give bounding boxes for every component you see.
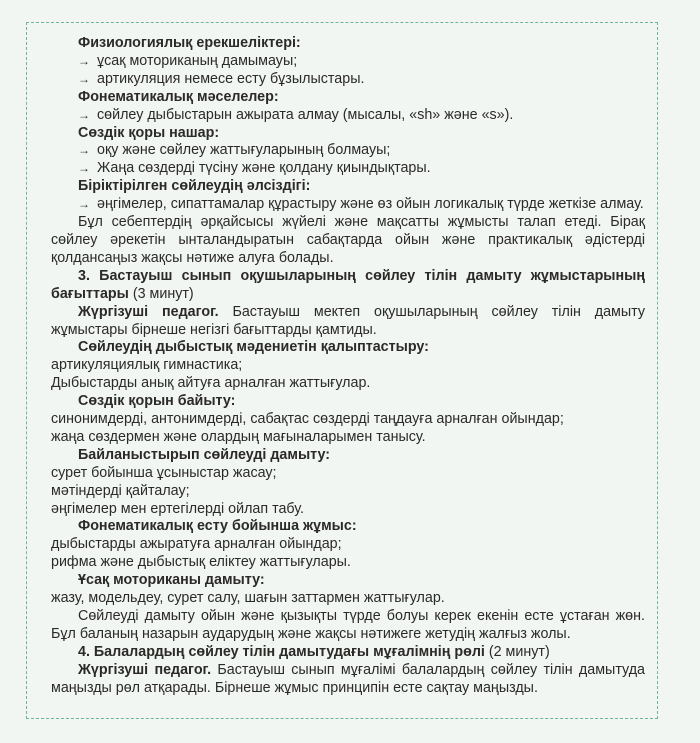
list-item: дыбыстарды ажыратуға арналған ойындар; xyxy=(51,536,342,553)
connected-heading: Байланыстырып сөйлеуді дамыту: xyxy=(78,446,331,463)
arrow-icon: → xyxy=(78,143,90,158)
motor-heading: Ұсақ моториканы дамыту: xyxy=(78,572,265,589)
arrow-icon: → xyxy=(78,197,90,212)
list-item: жазу, модельдеу, сурет салу, шағын заттармен жаттығулар. xyxy=(51,590,445,607)
section-title: 4. Балалардың сөйлеу тілін дамытудағы мұғалімнің рөлі xyxy=(78,643,485,660)
list-item: рифма және дыбыстық еліктеу жаттығулары. xyxy=(51,554,351,571)
speaker-label: Жүргізуші педагог. xyxy=(78,661,212,678)
list-item: жаңа сөздермен және олардың мағыналарымен танысу. xyxy=(51,428,426,445)
hearing-heading: Фонематикалық есту бойынша жұмыс: xyxy=(78,518,357,535)
list-item: → сөйлеу дыбыстарын ажырата алмау (мысалы, «sh» және «s»). xyxy=(78,106,514,123)
speaker-label: Жүргізуші педагог. xyxy=(78,303,219,320)
coherent-heading: Біріктірілген сөйлеудің әлсіздігі: xyxy=(78,178,311,195)
section-heading xyxy=(51,268,645,304)
physio-heading: Физиологиялық ерекшеліктері: xyxy=(78,35,301,51)
paragraph: Жүргізуші педагог. Бастауыш мектеп оқушыларының сөйлеу тілін дамыту жұмыстары бірнеше негізгі бағыттарды қамтиды. xyxy=(51,303,646,338)
sound-heading: Сөйлеудің дыбыстық мәдениетін қалыптастыру: xyxy=(78,339,429,356)
list-item: синонимдерді, антонимдерді, сабақтас сөздерді таңдауға арналған ойындар; xyxy=(51,411,564,428)
section-title: 3. Бастауыш сынып оқушыларының сөйлеу тілін дамыту жұмыстарының бағыттары xyxy=(51,267,645,302)
list-item: артикуляциялық гимнастика; xyxy=(51,357,243,374)
list-item: әңгімелер мен ертегілерді ойлап табу. xyxy=(51,500,304,517)
arrow-icon: → xyxy=(78,53,90,68)
section-heading xyxy=(51,644,645,662)
vocab-heading: Сөздік қоры нашар: xyxy=(78,124,220,141)
list-item: → Жаңа сөздерді түсіну және қолдану қиындықтары. xyxy=(78,160,431,177)
enrich-heading: Сөздік қорын байыту: xyxy=(78,393,236,410)
paragraph: Сөйлеуді дамыту ойын және қызықты түрде болуы керек екенін есте ұстаған жөн. Бұл баланың назарын аударудың және жақсы нәтижеге жетудің жалғыз жолы. xyxy=(51,608,645,642)
arrow-icon: → xyxy=(78,71,90,86)
section-time: (2 минут) xyxy=(488,643,550,660)
phonematic-heading: Фонематикалық мәселелер: xyxy=(78,88,279,105)
list-item: → оқу және сөйлеу жаттығуларының болмауы; xyxy=(78,142,391,159)
list-item: → ұсақ моториканың дамымауы; xyxy=(78,52,298,69)
document-body xyxy=(51,35,645,698)
arrow-icon: → xyxy=(78,107,90,122)
list-item: → артикуляция немесе есту бұзылыстары. xyxy=(78,70,365,87)
paragraph: Жүргізуші педагог. Бастауыш сынып мұғалімі балалардың сөйлеу тілін дамытуда маңызды рөл атқарады. Бірнеше жұмыс принципін есте сақтау маңызды. xyxy=(51,661,645,696)
arrow-icon: → xyxy=(78,161,90,176)
list-item: мәтіндерді қайталау; xyxy=(51,482,190,499)
list-item: сурет бойынша ұсыныстар жасау; xyxy=(51,464,277,481)
list-item: Дыбыстарды анық айтуға арналған жаттығулар. xyxy=(51,375,371,392)
paragraph: Бұл себептердің әрқайсысы жүйелі және мақсатты жұмысты талап етеді. Бірақ сөйлеу әрекетін ынталандыратын сабақтарда ойын және практикалық әдістерді қолдансаңыз жақсы нәтиже алуға болады. xyxy=(51,214,645,266)
section-time: (3 минут) xyxy=(132,285,194,302)
list-item: → әңгімелер, сипаттамалар құрастыру және өз ойын логикалық түрде жеткізе алмау. xyxy=(78,196,644,213)
